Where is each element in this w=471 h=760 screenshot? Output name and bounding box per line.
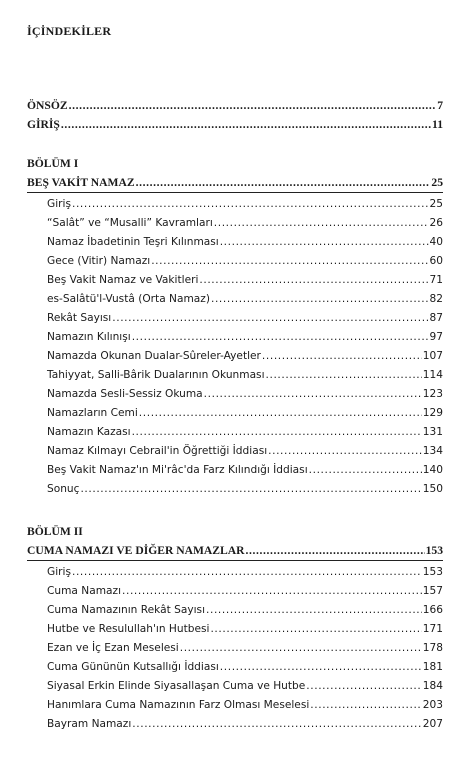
toc-entry-page: 11	[432, 118, 443, 131]
toc-item[interactable]	[47, 215, 443, 231]
toc-item-label: Giriş	[47, 566, 71, 578]
toc-item-page: 123	[422, 388, 443, 400]
toc-item[interactable]	[47, 481, 443, 497]
part-label-1: BÖLÜM I	[27, 157, 79, 170]
toc-item-page: 26	[429, 217, 443, 229]
toc-section-2[interactable]	[27, 543, 443, 559]
toc-item-page: 40	[429, 236, 443, 248]
dot-leader	[211, 291, 429, 307]
toc-item[interactable]	[47, 386, 443, 402]
toc-item-label: Cuma Gününün Kutsallığı İddiası	[47, 661, 219, 673]
toc-item[interactable]	[47, 272, 443, 288]
toc-item-page: 25	[429, 198, 443, 210]
toc-item-label: Bayram Namazı	[47, 718, 132, 730]
toc-item[interactable]	[47, 602, 443, 618]
toc-item[interactable]	[47, 583, 443, 599]
toc-section-1[interactable]	[27, 175, 443, 191]
dot-leader	[206, 602, 422, 618]
toc-item[interactable]	[47, 678, 443, 694]
dot-leader	[220, 234, 429, 250]
dot-leader	[220, 659, 422, 675]
dot-leader	[204, 386, 422, 402]
dot-leader	[112, 310, 428, 326]
dot-leader	[210, 621, 421, 637]
toc-item-label: es-Salâtü'l-Vustâ (Orta Namaz)	[47, 293, 210, 305]
toc-item[interactable]	[47, 291, 443, 307]
toc-item-label: Namazın Kılınışı	[47, 331, 131, 343]
dot-leader	[310, 697, 421, 713]
toc-item[interactable]	[47, 196, 443, 212]
section-divider	[27, 560, 443, 561]
toc-entry-label: ÖNSÖZ	[27, 99, 68, 112]
toc-item-label: Siyasal Erkin Elinde Siyasallaşan Cuma ve Hutbe	[47, 680, 306, 692]
toc-item-page: 71	[429, 274, 443, 286]
toc-item[interactable]	[47, 659, 443, 675]
toc-section-label: CUMA NAMAZI VE DİĞER NAMAZLAR	[27, 544, 245, 557]
toc-item-label: Namaz Kılmayı Cebrail'in Öğrettiği İddiası	[47, 445, 268, 457]
toc-entry-page: 7	[437, 99, 443, 112]
toc-item-label: Cuma Namazı	[47, 585, 122, 597]
toc-item-label: Sonuç	[47, 483, 80, 495]
toc-item-label: “Salât” ve “Musalli” Kavramları	[47, 217, 213, 229]
toc-item-label: Gece (Vitir) Namazı	[47, 255, 151, 267]
toc-item-page: 87	[429, 312, 443, 324]
dot-leader	[199, 272, 428, 288]
toc-item-page: 150	[422, 483, 443, 495]
dot-leader	[80, 481, 421, 497]
toc-item-page: 171	[422, 623, 443, 635]
toc-item[interactable]	[47, 716, 443, 732]
toc-item[interactable]	[47, 310, 443, 326]
toc-item-label: Rekât Sayısı	[47, 312, 112, 324]
toc-item-label: Tahiyyat, Salli-Bârik Dualarının Okunması	[47, 369, 265, 381]
toc-item-page: 157	[422, 585, 443, 597]
toc-item-page: 60	[429, 255, 443, 267]
toc-item-page: 129	[422, 407, 443, 419]
toc-item-page: 166	[422, 604, 443, 616]
toc-item[interactable]	[47, 367, 443, 383]
toc-item[interactable]	[47, 462, 443, 478]
toc-entry-onsoz[interactable]	[27, 98, 443, 114]
toc-item-label: Namazda Sesli-Sessiz Okuma	[47, 388, 203, 400]
dot-leader	[246, 543, 425, 559]
toc-item-page: 203	[422, 699, 443, 711]
toc-item[interactable]	[47, 234, 443, 250]
toc-item-page: 181	[422, 661, 443, 673]
toc-item-label: Giriş	[47, 198, 71, 210]
section-divider	[27, 192, 443, 193]
toc-item-page: 207	[422, 718, 443, 730]
toc-item-page: 97	[429, 331, 443, 343]
toc-item-label: Cuma Namazının Rekât Sayısı	[47, 604, 206, 616]
toc-item-page: 114	[422, 369, 443, 381]
dot-leader	[306, 678, 421, 694]
toc-item[interactable]	[47, 424, 443, 440]
toc-item[interactable]	[47, 640, 443, 656]
toc-item[interactable]	[47, 443, 443, 459]
dot-leader	[139, 405, 422, 421]
dot-leader	[61, 117, 431, 133]
toc-item-label: Namazın Kazası	[47, 426, 131, 438]
toc-entry-giris[interactable]	[27, 117, 443, 133]
dot-leader	[309, 462, 422, 478]
toc-item-page: 134	[422, 445, 443, 457]
dot-leader	[268, 443, 422, 459]
toc-section-page: 25	[431, 176, 443, 189]
dot-leader	[72, 564, 422, 580]
toc-item-page: 82	[429, 293, 443, 305]
toc-item-page: 153	[422, 566, 443, 578]
dot-leader	[122, 583, 422, 599]
dot-leader	[132, 716, 421, 732]
toc-item-label: Beş Vakit Namaz'ın Mi'râc'da Farz Kılındığı İddiası	[47, 464, 308, 476]
toc-item[interactable]	[47, 329, 443, 345]
dot-leader	[266, 367, 422, 383]
toc-item-page: 178	[422, 642, 443, 654]
page-title: İÇİNDEKİLER	[27, 24, 112, 38]
toc-item-page: 140	[422, 464, 443, 476]
dot-leader	[132, 424, 422, 440]
toc-item-page: 107	[422, 350, 443, 362]
toc-item[interactable]	[47, 697, 443, 713]
dot-leader	[72, 196, 429, 212]
toc-item[interactable]	[47, 621, 443, 637]
toc-item-label: Namazların Cemi	[47, 407, 138, 419]
dot-leader	[214, 215, 429, 231]
dot-leader	[262, 348, 422, 364]
toc-section-page: 153	[425, 544, 443, 557]
toc-item-label: Hutbe ve Resulullah'ın Hutbesi	[47, 623, 210, 635]
toc-item-label: Namazda Okunan Dualar-Sûreler-Ayetler	[47, 350, 261, 362]
toc-item-label: Namaz İbadetinin Teşri Kılınması	[47, 236, 219, 248]
dot-leader	[180, 640, 422, 656]
dot-leader	[151, 253, 428, 269]
toc-item[interactable]	[47, 405, 443, 421]
toc-item-label: Beş Vakit Namaz ve Vakitleri	[47, 274, 199, 286]
toc-item[interactable]	[47, 348, 443, 364]
toc-item-page: 184	[422, 680, 443, 692]
toc-entry-label: GİRİŞ	[27, 118, 60, 131]
dot-leader	[69, 98, 437, 114]
toc-item-label: Hanımlara Cuma Namazının Farz Olması Meselesi	[47, 699, 310, 711]
toc-section-label: BEŞ VAKİT NAMAZ	[27, 176, 135, 189]
part-label-2: BÖLÜM II	[27, 525, 83, 538]
toc-item[interactable]	[47, 253, 443, 269]
toc-item-label: Ezan ve İç Ezan Meselesi	[47, 642, 179, 654]
dot-leader	[136, 175, 431, 191]
toc-item-page: 131	[422, 426, 443, 438]
toc-item[interactable]	[47, 564, 443, 580]
dot-leader	[132, 329, 429, 345]
